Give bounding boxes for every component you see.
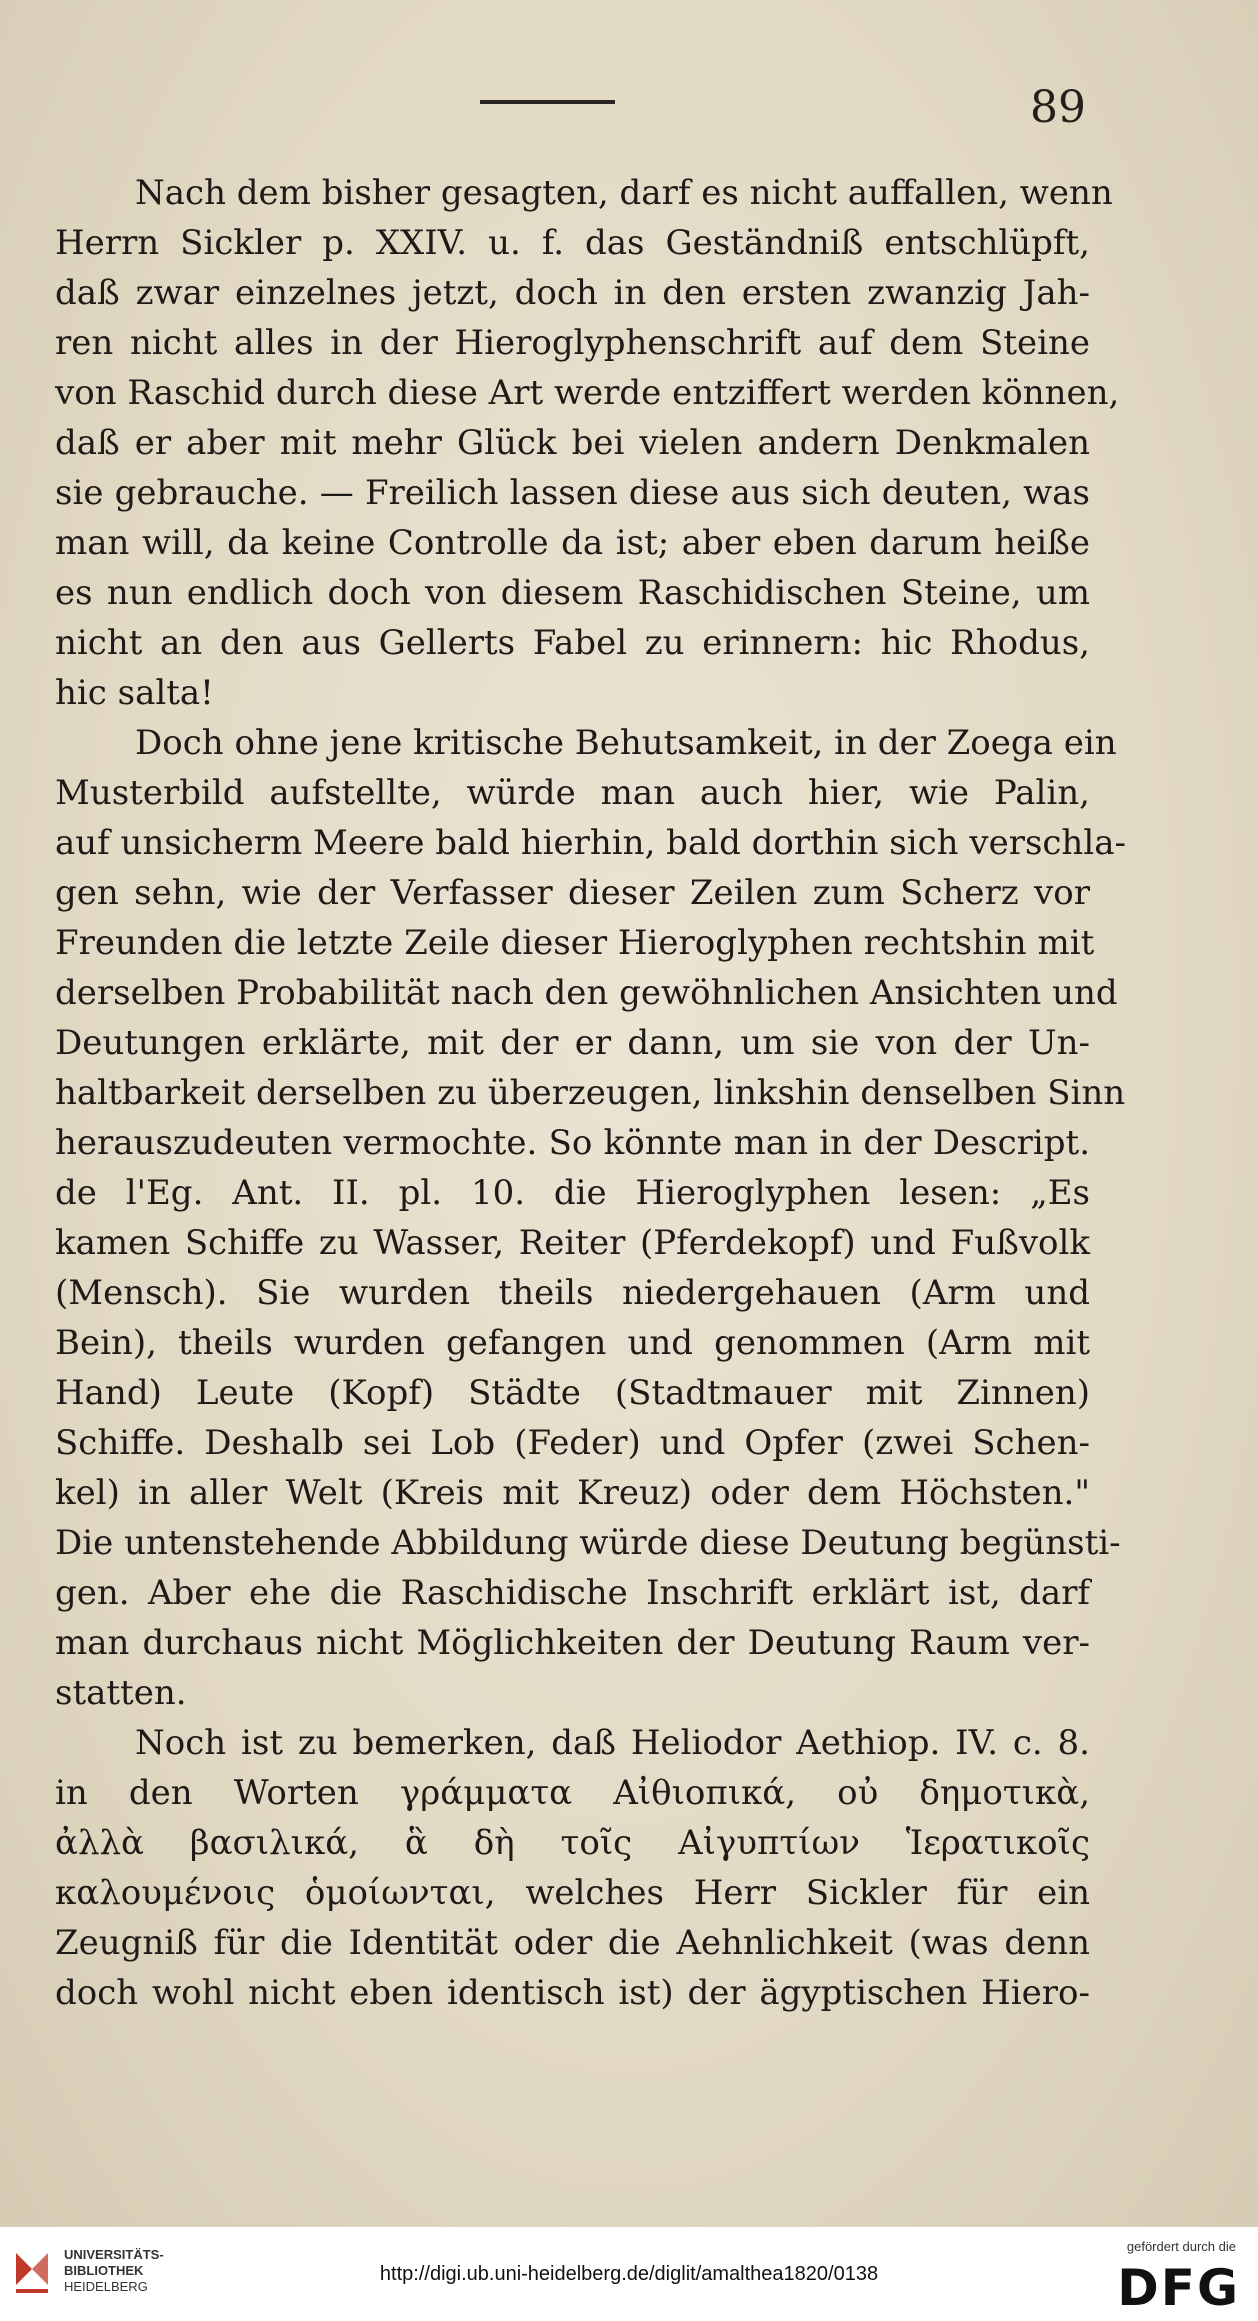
text-line: man will, da keine Controlle da ist; aber eben darum heiße: [55, 523, 1090, 563]
header-rule: [480, 100, 615, 104]
text-line: hic salta!: [55, 673, 214, 713]
text-line: auf unsicherm Meere bald hierhin, bald dorthin sich verschla-: [55, 823, 1126, 863]
university-name-line: UNIVERSITÄTS-: [64, 2247, 164, 2262]
text-line: καλουμένοις ὁμοίωνται, welches Herr Sickler für ein: [55, 1873, 1090, 1913]
text-line: ren nicht alles in der Hieroglyphenschrift auf dem Steine: [55, 323, 1090, 363]
text-line: Freunden die letzte Zeile dieser Hieroglyphen rechtshin mit: [55, 923, 1095, 963]
text-line: sie gebrauche. — Freilich lassen diese aus sich deuten, was: [55, 473, 1090, 513]
text-line: Musterbild aufstellte, würde man auch hier, wie Palin,: [55, 773, 1090, 813]
text-line: Deutungen erklärte, mit der er dann, um sie von der Un-: [55, 1023, 1090, 1063]
text-line: in den Worten γράμματα Αἰθιοπικά, οὐ δημοτικὰ,: [55, 1773, 1090, 1813]
text-line: doch wohl nicht eben identisch ist) der ägyptischen Hiero-: [55, 1973, 1090, 2013]
text-line: Schiffe. Deshalb sei Lob (Feder) und Opfer (zwei Schen-: [55, 1423, 1090, 1463]
text-line: kel) in aller Welt (Kreis mit Kreuz) oder dem Höchsten.": [55, 1473, 1090, 1513]
footer-bar: [0, 2227, 1258, 2321]
text-line: man durchaus nicht Möglichkeiten der Deutung Raum ver-: [55, 1623, 1090, 1663]
text-line: nicht an den aus Gellerts Fabel zu erinnern: hic Rhodus,: [55, 623, 1090, 663]
text-line: gen. Aber ehe die Raschidische Inschrift erklärt ist, darf: [55, 1573, 1090, 1613]
text-line: daß zwar einzelnes jetzt, doch in den ersten zwanzig Jah-: [55, 273, 1090, 313]
text-line: de l'Eg. Ant. II. pl. 10. die Hieroglyphen lesen: „Es: [55, 1173, 1090, 1213]
text-line: Zeugniß für die Identität oder die Aehnlichkeit (was denn: [55, 1923, 1090, 1963]
text-line: (Mensch). Sie wurden theils niedergehauen (Arm und: [55, 1273, 1090, 1313]
body-text: [55, 168, 1126, 2018]
text-line: Hand) Leute (Kopf) Städte (Stadtmauer mit Zinnen): [55, 1373, 1090, 1413]
text-line: Herrn Sickler p. XXIV. u. f. das Geständniß entschlüpft,: [55, 223, 1090, 263]
text-line: gen sehn, wie der Verfasser dieser Zeilen zum Scherz vor: [55, 873, 1090, 913]
text-line: Nach dem bisher gesagten, darf es nicht auffallen, wenn: [135, 173, 1113, 213]
university-name-line: HEIDELBERG: [64, 2279, 148, 2294]
dfg-logo: DFG: [1117, 2259, 1240, 2317]
text-line: von Raschid durch diese Art werde entziffert werden können,: [55, 373, 1120, 413]
text-line: statten.: [55, 1673, 187, 1713]
text-line: daß er aber mit mehr Glück bei vielen andern Denkmalen: [55, 423, 1090, 463]
text-line: herauszudeuten vermochte. So könnte man in der Descript.: [55, 1123, 1090, 1163]
text-line: Die untenstehende Abbildung würde diese Deutung begünsti-: [55, 1523, 1121, 1563]
university-name-line: BIBLIOTHEK: [64, 2263, 144, 2278]
text-line: ἀλλὰ βασιλικά, ἃ δὴ τοῖς Αἰγυπτίων Ἱερατικοῖς: [55, 1823, 1090, 1863]
page-number: 89: [1030, 82, 1086, 133]
text-line: es nun endlich doch von diesem Raschidischen Steine, um: [55, 573, 1090, 613]
text-line: Doch ohne jene kritische Behutsamkeit, in der Zoega ein: [135, 723, 1117, 763]
text-line: Noch ist zu bemerken, daß Heliodor Aethiop. IV. c. 8.: [135, 1723, 1090, 1763]
text-line: derselben Probabilität nach den gewöhnlichen Ansichten und: [55, 973, 1118, 1013]
text-line: haltbarkeit derselben zu überzeugen, linkshin denselben Sinn: [55, 1073, 1126, 1113]
funding-tagline: gefördert durch die: [1126, 2239, 1236, 2254]
text-line: kamen Schiffe zu Wasser, Reiter (Pferdekopf) und Fußvolk: [55, 1223, 1090, 1263]
text-line: Bein), theils wurden gefangen und genommen (Arm mit: [55, 1323, 1090, 1363]
source-url-link[interactable]: http://digi.ub.uni-heidelberg.de/diglit/amalthea1820/0138: [379, 2263, 879, 2285]
